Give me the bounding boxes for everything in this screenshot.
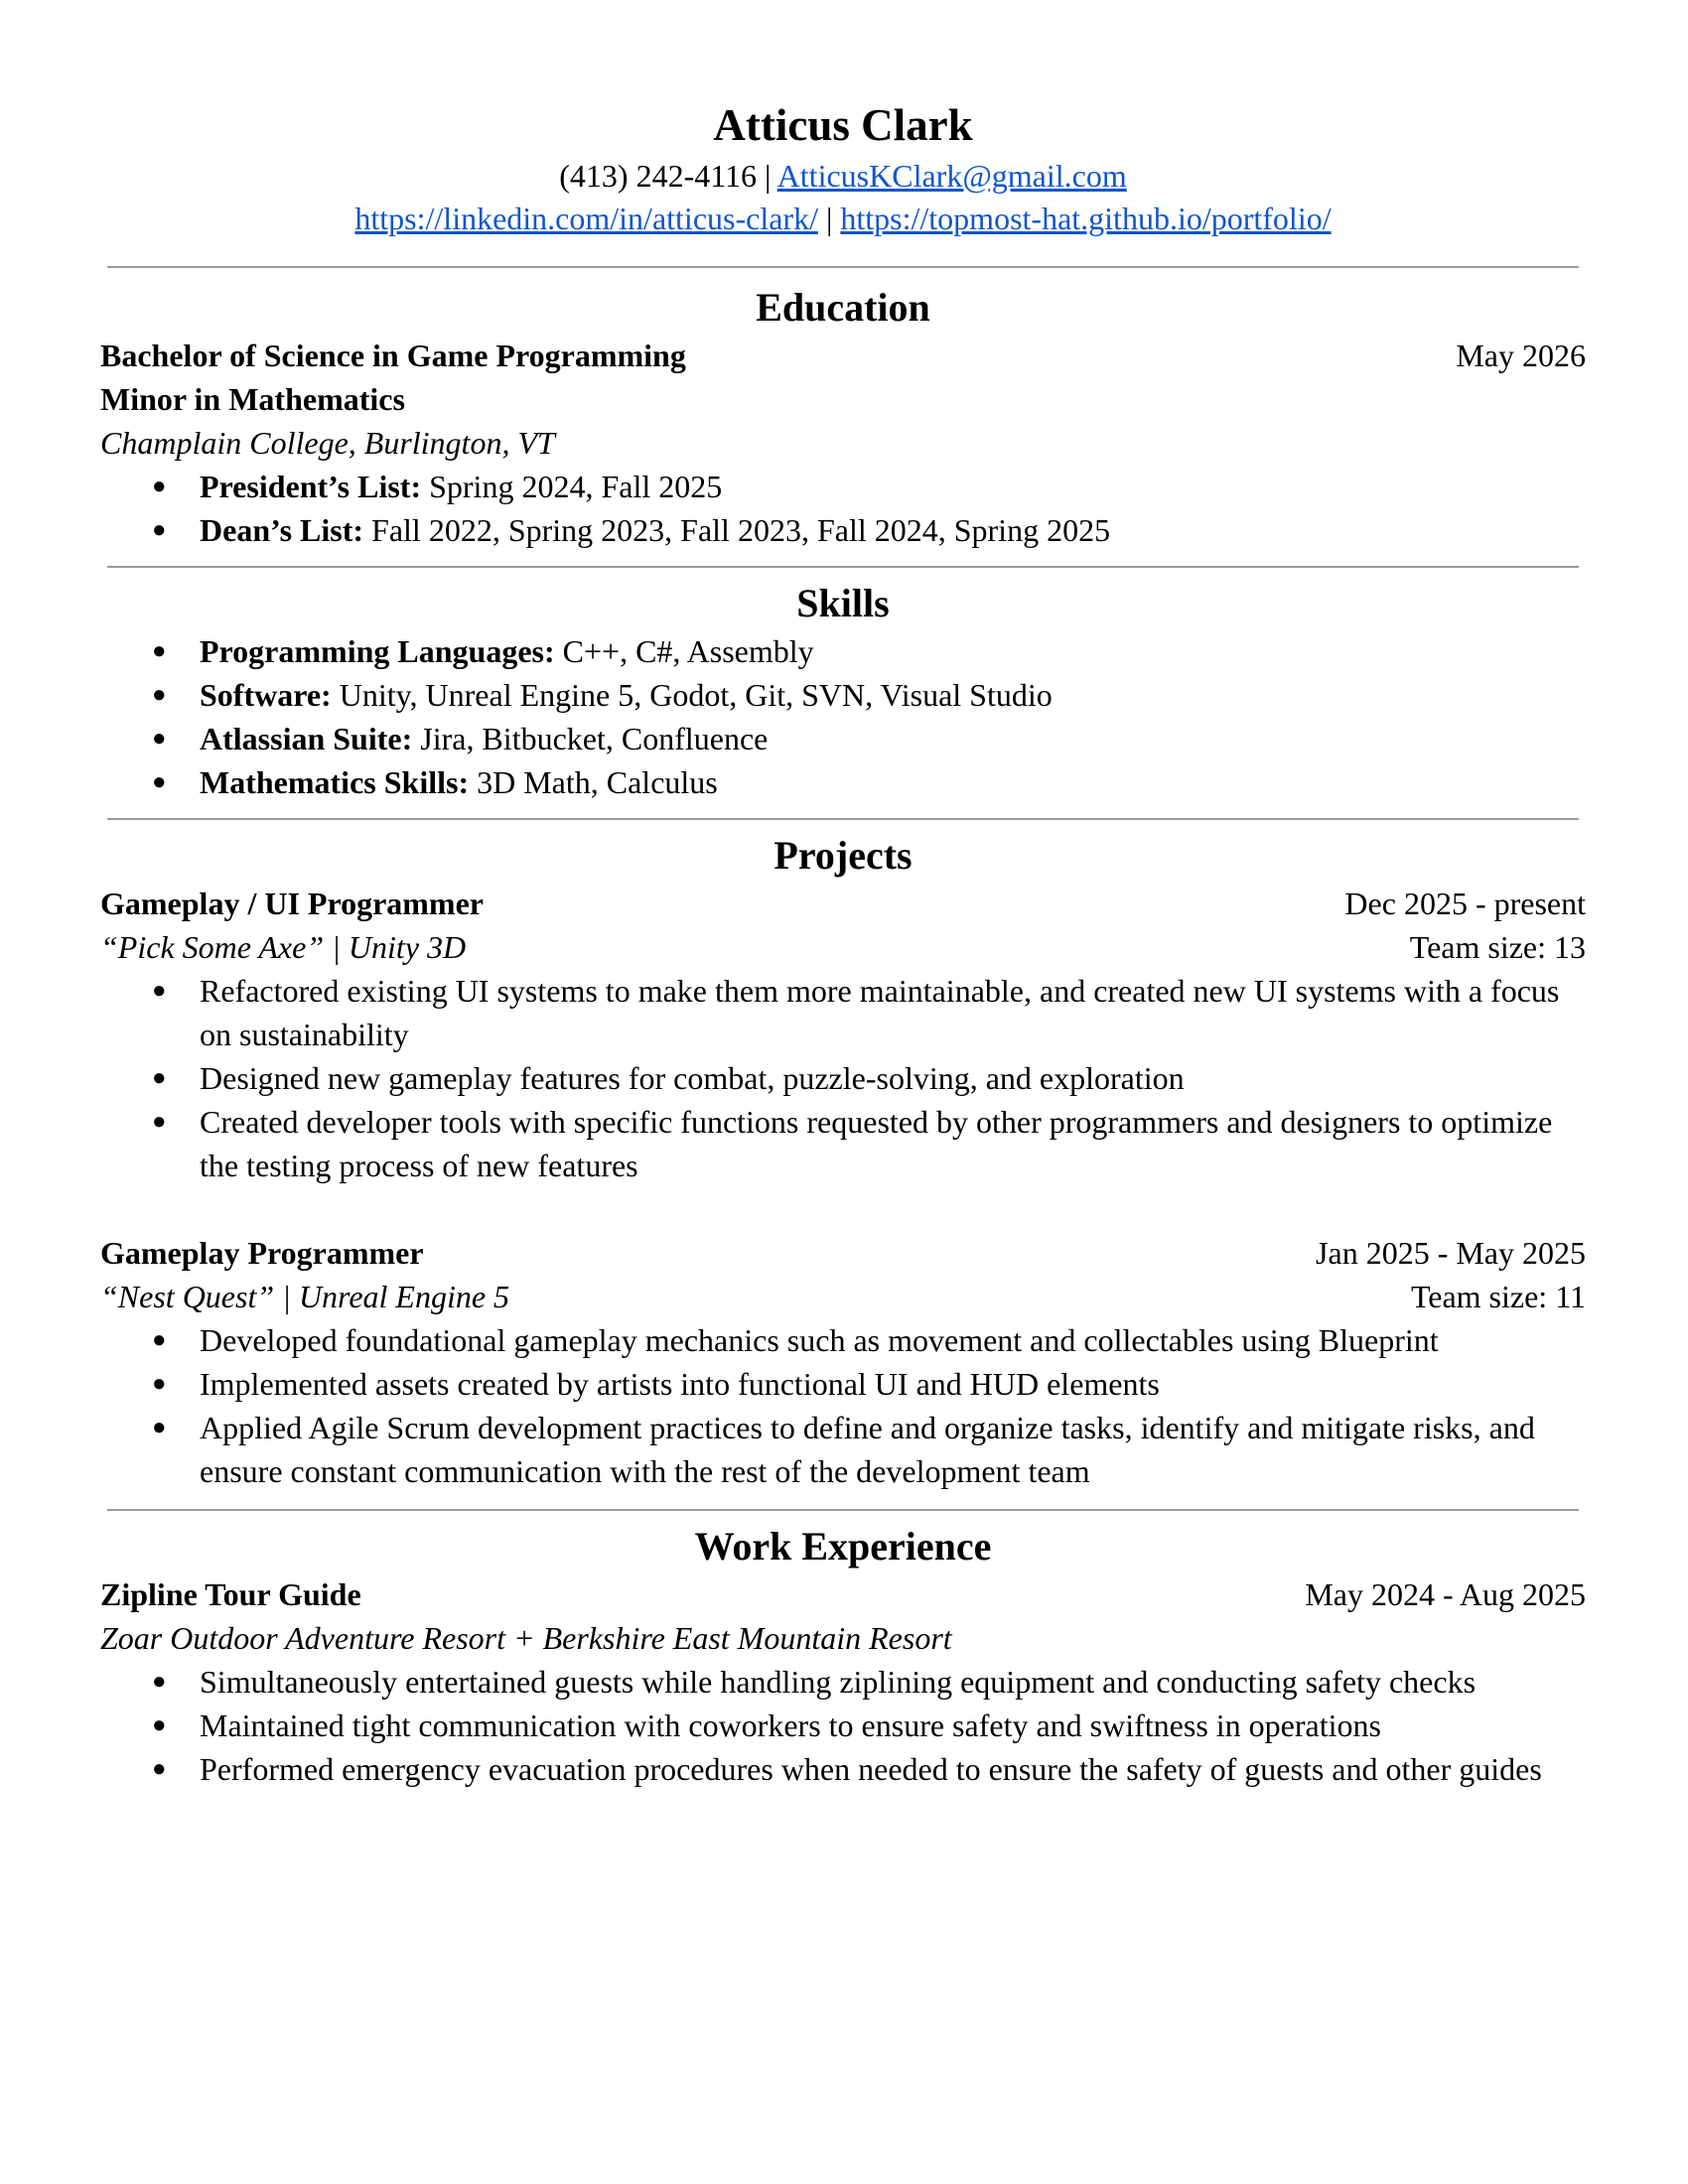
project-role-row <box>100 1231 1586 1275</box>
item-text: Maintained tight communication with coworkers to ensure safety and swiftness in operations <box>200 1707 1381 1743</box>
portfolio-link[interactable]: https://topmost-hat.github.io/portfolio/ <box>840 201 1332 236</box>
work-role-row <box>100 1572 1586 1616</box>
list-item <box>100 1704 1586 1747</box>
list-item <box>100 969 1586 1056</box>
list-item <box>100 465 1586 508</box>
list-item <box>100 1747 1586 1791</box>
bullet-icon: ● <box>152 1712 167 1738</box>
item-label: President’s List: <box>200 469 422 504</box>
work-employer-row <box>100 1616 1586 1660</box>
work-date: May 2024 - Aug 2025 <box>1305 1576 1586 1612</box>
project-bullets <box>100 1318 1586 1493</box>
work-bullets <box>100 1660 1586 1791</box>
list-item <box>100 1100 1586 1187</box>
list-item <box>100 673 1586 717</box>
list-item <box>100 508 1586 552</box>
contact-line-1 <box>100 155 1586 198</box>
linkedin-link[interactable]: https://linkedin.com/in/atticus-clark/ <box>354 201 818 236</box>
school-name: Champlain College, Burlington, VT <box>100 425 555 461</box>
project-subtitle-row <box>100 1275 1586 1318</box>
bullet-icon: ● <box>152 474 167 499</box>
bullet-icon: ● <box>152 978 167 1004</box>
list-item <box>100 1318 1586 1362</box>
list-item <box>100 1660 1586 1704</box>
list-item <box>100 629 1586 673</box>
item-text: Fall 2022, Spring 2023, Fall 2023, Fall 2024, Spring 2025 <box>363 512 1111 548</box>
separator: | <box>825 201 833 236</box>
list-item <box>100 1056 1586 1100</box>
item-text: Implemented assets created by artists into functional UI and HUD elements <box>200 1366 1160 1402</box>
bullet-icon: ● <box>152 682 167 708</box>
project-subtitle: “Pick Some Axe” | Unity 3D <box>100 929 467 965</box>
item-label: Dean’s List: <box>200 512 364 548</box>
work-role: Zipline Tour Guide <box>100 1576 361 1612</box>
project-bullets <box>100 969 1586 1187</box>
minor-row <box>100 377 1586 421</box>
item-text: Jira, Bitbucket, Confluence <box>412 721 769 756</box>
project-subtitle-row <box>100 925 1586 969</box>
project-entry <box>100 1231 1586 1493</box>
item-text: C++, C#, Assembly <box>554 633 814 669</box>
bullet-icon: ● <box>152 1371 167 1397</box>
skills-list <box>100 629 1586 804</box>
skills-section <box>100 578 1586 804</box>
bullet-icon: ● <box>152 1669 167 1695</box>
bullet-icon: ● <box>152 1415 167 1440</box>
project-role: Gameplay Programmer <box>100 1235 424 1271</box>
degree-name: Bachelor of Science in Game Programming <box>100 338 686 373</box>
honors-list <box>100 465 1586 552</box>
bullet-icon: ● <box>152 638 167 664</box>
project-date: Jan 2025 - May 2025 <box>1316 1235 1586 1271</box>
item-text: Performed emergency evacuation procedures when needed to ensure the safety of guests and other guides <box>200 1751 1542 1787</box>
candidate-name: Atticus Clark <box>713 100 973 150</box>
list-item <box>100 1406 1586 1493</box>
project-date: Dec 2025 - present <box>1344 886 1586 921</box>
contact-line-2 <box>100 198 1586 240</box>
item-label: Atlassian Suite: <box>200 721 413 756</box>
school-row <box>100 421 1586 465</box>
list-item <box>100 1362 1586 1406</box>
bullet-icon: ● <box>152 1327 167 1353</box>
item-text: Simultaneously entertained guests while handling ziplining equipment and conducting safety checks <box>200 1664 1477 1700</box>
work-section <box>100 1521 1586 1791</box>
item-text: Spring 2024, Fall 2025 <box>421 469 723 504</box>
project-subtitle: “Nest Quest” | Unreal Engine 5 <box>100 1279 510 1314</box>
projects-title: Projects <box>774 833 913 878</box>
item-text: Designed new gameplay features for combat, puzzle-solving, and exploration <box>200 1060 1185 1096</box>
item-text: Refactored existing UI systems to make them more maintainable, and created new UI systems with a focus on sustainability <box>200 973 1560 1052</box>
project-role: Gameplay / UI Programmer <box>100 886 484 921</box>
list-item <box>100 760 1586 804</box>
degree-row <box>100 334 1586 377</box>
email-link[interactable]: AtticusKClark@gmail.com <box>776 158 1127 194</box>
item-label: Mathematics Skills: <box>200 764 470 800</box>
minor-name: Minor in Mathematics <box>100 381 405 417</box>
bullet-icon: ● <box>152 726 167 751</box>
item-text: Created developer tools with specific functions requested by other programmers and designers to optimize the testing process of new features <box>200 1104 1553 1183</box>
list-item <box>100 717 1586 760</box>
degree-date: May 2026 <box>1456 338 1586 373</box>
projects-section <box>100 830 1586 1493</box>
item-text: Unity, Unreal Engine 5, Godot, Git, SVN, Visual Studio <box>331 677 1053 713</box>
item-text: Developed foundational gameplay mechanics such as movement and collectables using Blueprint <box>200 1322 1439 1358</box>
separator: | <box>765 158 772 194</box>
bullet-icon: ● <box>152 1065 167 1091</box>
team-size: Team size: 11 <box>1410 1279 1586 1314</box>
skills-title: Skills <box>796 581 890 625</box>
bullet-icon: ● <box>152 517 167 543</box>
item-label: Programming Languages: <box>200 633 555 669</box>
phone-number: (413) 242-4116 <box>559 158 758 194</box>
bullet-icon: ● <box>152 1109 167 1135</box>
item-label: Software: <box>200 677 332 713</box>
bullet-icon: ● <box>152 1756 167 1782</box>
resume-page <box>100 95 1586 1791</box>
education-section <box>100 282 1586 552</box>
project-role-row <box>100 882 1586 925</box>
work-entry <box>100 1572 1586 1791</box>
bullet-icon: ● <box>152 769 167 795</box>
work-employer: Zoar Outdoor Adventure Resort + Berkshire East Mountain Resort <box>100 1620 952 1656</box>
team-size: Team size: 13 <box>1409 929 1586 965</box>
item-text: Applied Agile Scrum development practices to define and organize tasks, identify and mitigate risks, and ensure constant communication with the rest of the development team <box>200 1410 1535 1489</box>
project-entry <box>100 882 1586 1187</box>
item-text: 3D Math, Calculus <box>469 764 718 800</box>
work-title: Work Experience <box>694 1524 992 1569</box>
resume-header <box>100 95 1586 240</box>
education-title: Education <box>756 285 930 330</box>
